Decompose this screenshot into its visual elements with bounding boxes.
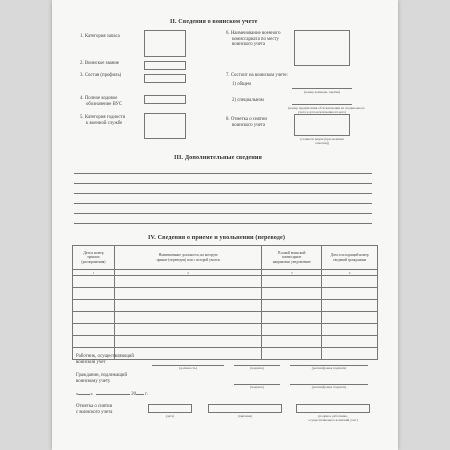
removal-reason-box[interactable] xyxy=(208,404,282,413)
responsible-decoding-caption: (расшифровка подписи) xyxy=(311,366,347,370)
table-row[interactable] xyxy=(73,288,378,300)
records-header-row xyxy=(73,246,378,270)
header-commissariat: В какой воинский комиссариат направлено уведомление xyxy=(262,246,322,270)
field-4-box[interactable] xyxy=(144,95,186,104)
responsible-label: Работник, осуществляющий воинский учет xyxy=(76,354,134,365)
col-num-2: 2 xyxy=(114,270,261,276)
extra-line-4[interactable] xyxy=(74,203,372,204)
field-6-label: 6. Наименование военного комиссариата по месту воинского учета xyxy=(226,31,281,48)
field-4-label: 4. Полное кодовое обозначение ВУС xyxy=(80,96,123,107)
date-day-field[interactable] xyxy=(78,394,90,395)
removal-note-caption: (подпись работника, осуществляющего воинский учет) xyxy=(308,414,358,422)
field-7-1-label: 1) общем xyxy=(232,82,251,87)
removal-signature-box[interactable] xyxy=(296,404,370,413)
extra-line-6[interactable] xyxy=(74,223,372,224)
header-order: Дата и номер приказа (распоряжения) xyxy=(73,246,115,270)
field-2-label: 2. Воинское звание xyxy=(80,61,120,66)
section-2-title: II. Сведения о воинском учете xyxy=(170,18,258,25)
field-7-2-line[interactable] xyxy=(292,104,352,105)
document-sheet xyxy=(52,0,398,450)
responsible-position-caption: (должность) xyxy=(179,366,197,370)
field-6-box[interactable] xyxy=(294,30,350,66)
removal-label: Отметка о снятии с воинского учета xyxy=(76,404,113,415)
field-3-label: 3. Состав (профиль) xyxy=(80,73,122,78)
field-7-2-label: 2) специальном xyxy=(232,98,264,103)
date-year-field[interactable] xyxy=(136,394,144,395)
field-5-box[interactable] xyxy=(144,113,186,139)
extra-line-3[interactable] xyxy=(74,193,372,194)
header-date-number: Дата и исходящий номер сведений гражданина xyxy=(322,246,378,270)
field-8-label: 8. Отметка о снятии воинского учета xyxy=(226,117,267,128)
field-7-1-line[interactable] xyxy=(292,88,352,89)
removal-date-box[interactable] xyxy=(148,404,192,413)
removal-reason-caption: (причина) xyxy=(237,414,253,418)
citizen-signature-caption: (подпись) xyxy=(249,385,265,389)
citizen-label: Гражданин, подлежащий воинскому учету xyxy=(76,373,128,384)
section-3-title: III. Дополнительные сведения xyxy=(174,154,262,161)
removal-date-caption: (дата) xyxy=(165,414,175,418)
date-month-field[interactable] xyxy=(96,394,130,395)
responsible-signature-caption: (подпись) xyxy=(249,366,265,370)
date-line: « » 20 г. xyxy=(76,392,148,397)
section-4-title: IV. Сведения о приеме и увольнении (переводе) xyxy=(148,234,286,241)
extra-line-1[interactable] xyxy=(74,173,372,174)
field-1-box[interactable] xyxy=(144,30,186,57)
table-row[interactable] xyxy=(73,300,378,312)
field-7-1-caption: (номер команды, партии) xyxy=(303,90,341,94)
field-8-box[interactable] xyxy=(294,114,350,136)
extra-line-2[interactable] xyxy=(74,183,372,184)
field-8-caption: (ставится рядом (при наличии отметки)) xyxy=(300,137,344,145)
records-table xyxy=(72,245,378,360)
field-7-2-caption: (номер предписания об исключении из специального учета и дата исключения из него) xyxy=(288,106,365,114)
field-5-label: 5. Категория годности к военной службе xyxy=(80,115,126,126)
field-2-box[interactable] xyxy=(144,61,186,70)
field-3-box[interactable] xyxy=(144,74,186,83)
field-1-label: 1. Категория запаса xyxy=(80,34,120,39)
header-position: Наименование должности, на которую принят (переведен) или с которой уволен xyxy=(114,246,261,270)
extra-line-5[interactable] xyxy=(74,213,372,214)
col-num-1: 1 xyxy=(73,270,115,276)
col-num-3: 3 xyxy=(262,270,322,276)
table-row[interactable] xyxy=(73,312,378,324)
col-num-4: 4 xyxy=(322,270,378,276)
table-row[interactable] xyxy=(73,336,378,348)
citizen-decoding-caption: (расшифровка подписи) xyxy=(311,385,347,389)
table-row[interactable] xyxy=(73,276,378,288)
table-row[interactable] xyxy=(73,324,378,336)
field-7-label: 7. Состоит на воинском учете: xyxy=(226,73,288,78)
